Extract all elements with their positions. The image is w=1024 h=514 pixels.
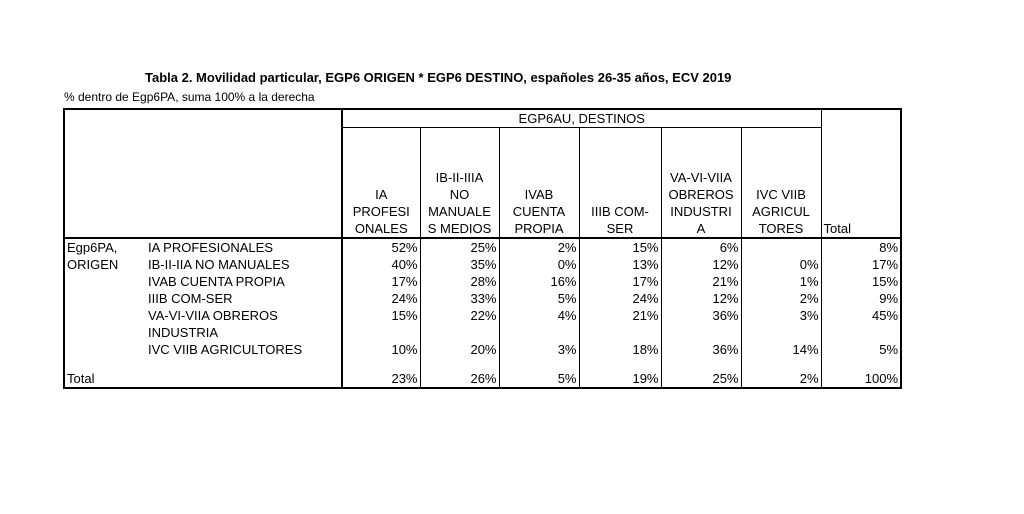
row-group-empty — [64, 273, 146, 290]
cell: 19% — [579, 370, 661, 388]
cell: 23% — [342, 370, 420, 388]
cell: 24% — [342, 290, 420, 307]
col-header-ia-line1: IA — [375, 186, 388, 202]
cell — [741, 238, 821, 256]
cell: 12% — [661, 290, 741, 307]
col-header-ivc — [741, 128, 821, 238]
cell: 5% — [499, 370, 579, 388]
cell: 15% — [342, 307, 420, 341]
col-header-ivab-line2: CUENTA — [512, 203, 566, 219]
cell: 13% — [579, 256, 661, 273]
row-label: IIIB COM-SER — [148, 290, 233, 306]
col-header-total: Total — [823, 220, 851, 236]
cell: 2% — [499, 238, 579, 256]
cell: 21% — [579, 307, 661, 341]
row-group-empty — [64, 290, 146, 307]
cell: 3% — [499, 341, 579, 358]
cell: 17% — [342, 273, 420, 290]
row-group-empty — [64, 341, 146, 358]
cell: 22% — [420, 307, 499, 341]
col-header-ia-line3: ONALES — [354, 220, 408, 236]
table-title: Tabla 2. Movilidad particular, EGP6 ORIGEN * EGP6 DESTINO, españoles 26-35 años, ECV 2019 — [145, 70, 732, 85]
total-label: Total — [64, 370, 342, 388]
destinations-header: EGP6AU, DESTINOS — [342, 109, 821, 128]
row-label: IVAB CUENTA PROPIA — [148, 273, 285, 289]
cell: 6% — [661, 238, 741, 256]
col-header-va — [661, 128, 741, 238]
cell: 12% — [661, 256, 741, 273]
row-label-line1: VA-VI-VIIA OBREROS — [148, 307, 278, 323]
cell: 40% — [342, 256, 420, 273]
cell: 35% — [420, 256, 499, 273]
cell: 52% — [342, 238, 420, 256]
col-header-va-line3: INDUSTRI — [670, 203, 732, 219]
col-header-ib-line1: IB-II-IIIA — [435, 169, 484, 185]
table-row — [64, 238, 901, 256]
cell: 10% — [342, 341, 420, 358]
col-header-ia-line2: PROFESI — [352, 203, 410, 219]
cell: 45% — [821, 307, 901, 341]
row-group-label: Egp6PA, — [64, 238, 146, 256]
col-header-iiib-line1: IIIB COM- — [591, 203, 649, 219]
total-row — [64, 370, 901, 388]
cell: 33% — [420, 290, 499, 307]
cell: 20% — [420, 341, 499, 358]
table-subtitle: % dentro de Egp6PA, suma 100% a la derecha — [64, 90, 315, 104]
cell: 4% — [499, 307, 579, 341]
col-header-ib-line4: S MEDIOS — [427, 220, 492, 236]
cell: 0% — [499, 256, 579, 273]
cell: 5% — [821, 341, 901, 358]
crosstab-table — [63, 108, 902, 389]
cell: 9% — [821, 290, 901, 307]
col-header-va-line4: A — [696, 220, 706, 236]
cell: 100% — [821, 370, 901, 388]
col-header-ib-line2: NO — [449, 186, 470, 202]
col-header-ivc-line1: IVC VIIB — [756, 186, 806, 202]
row-label: IVC VIIB AGRICULTORES — [148, 341, 303, 357]
cell: 2% — [741, 290, 821, 307]
cell: 15% — [579, 238, 661, 256]
cell: 2% — [741, 370, 821, 388]
cell: 25% — [420, 238, 499, 256]
cell: 17% — [579, 273, 661, 290]
cell: 5% — [499, 290, 579, 307]
cell: 36% — [661, 307, 741, 341]
col-header-iiib-line2: SER — [606, 220, 634, 236]
cell: 17% — [821, 256, 901, 273]
col-header-ivab-line3: PROPIA — [514, 220, 564, 236]
table-row — [64, 256, 901, 273]
cell: 18% — [579, 341, 661, 358]
col-header-va-line2: OBREROS — [668, 186, 734, 202]
cell: 24% — [579, 290, 661, 307]
table-row — [64, 341, 901, 358]
header-total-cell — [821, 109, 901, 238]
table-row — [64, 273, 901, 290]
col-header-ivc-line2: AGRICUL — [752, 203, 810, 219]
col-header-ib-line3: MANUALE — [428, 203, 491, 219]
col-header-ib — [420, 128, 499, 238]
cell: 8% — [821, 238, 901, 256]
row-group-label: ORIGEN — [64, 256, 146, 273]
cell: 3% — [741, 307, 821, 341]
cell: 21% — [661, 273, 741, 290]
table-row — [64, 307, 901, 341]
col-header-iiib — [579, 128, 661, 238]
row-label: IB-II-IIA NO MANUALES — [148, 256, 290, 272]
table-row — [64, 290, 901, 307]
spacer-row — [64, 358, 901, 370]
col-header-va-line1: VA-VI-VIIA — [670, 169, 732, 185]
col-header-ivab-line1: IVAB — [524, 186, 554, 202]
row-label — [146, 307, 342, 341]
cell: 1% — [741, 273, 821, 290]
cell: 14% — [741, 341, 821, 358]
cell: 28% — [420, 273, 499, 290]
cell: 36% — [661, 341, 741, 358]
cell: 26% — [420, 370, 499, 388]
cell: 0% — [741, 256, 821, 273]
cell: 15% — [821, 273, 901, 290]
col-header-ivc-line3: TORES — [758, 220, 804, 236]
col-header-ivab — [499, 128, 579, 238]
header-corner — [64, 109, 342, 238]
col-header-ia — [342, 128, 420, 238]
cell: 16% — [499, 273, 579, 290]
cell: 25% — [661, 370, 741, 388]
row-group-empty — [64, 307, 146, 341]
row-label: IA PROFESIONALES — [146, 238, 342, 256]
row-label-line2: INDUSTRIA — [148, 324, 219, 340]
